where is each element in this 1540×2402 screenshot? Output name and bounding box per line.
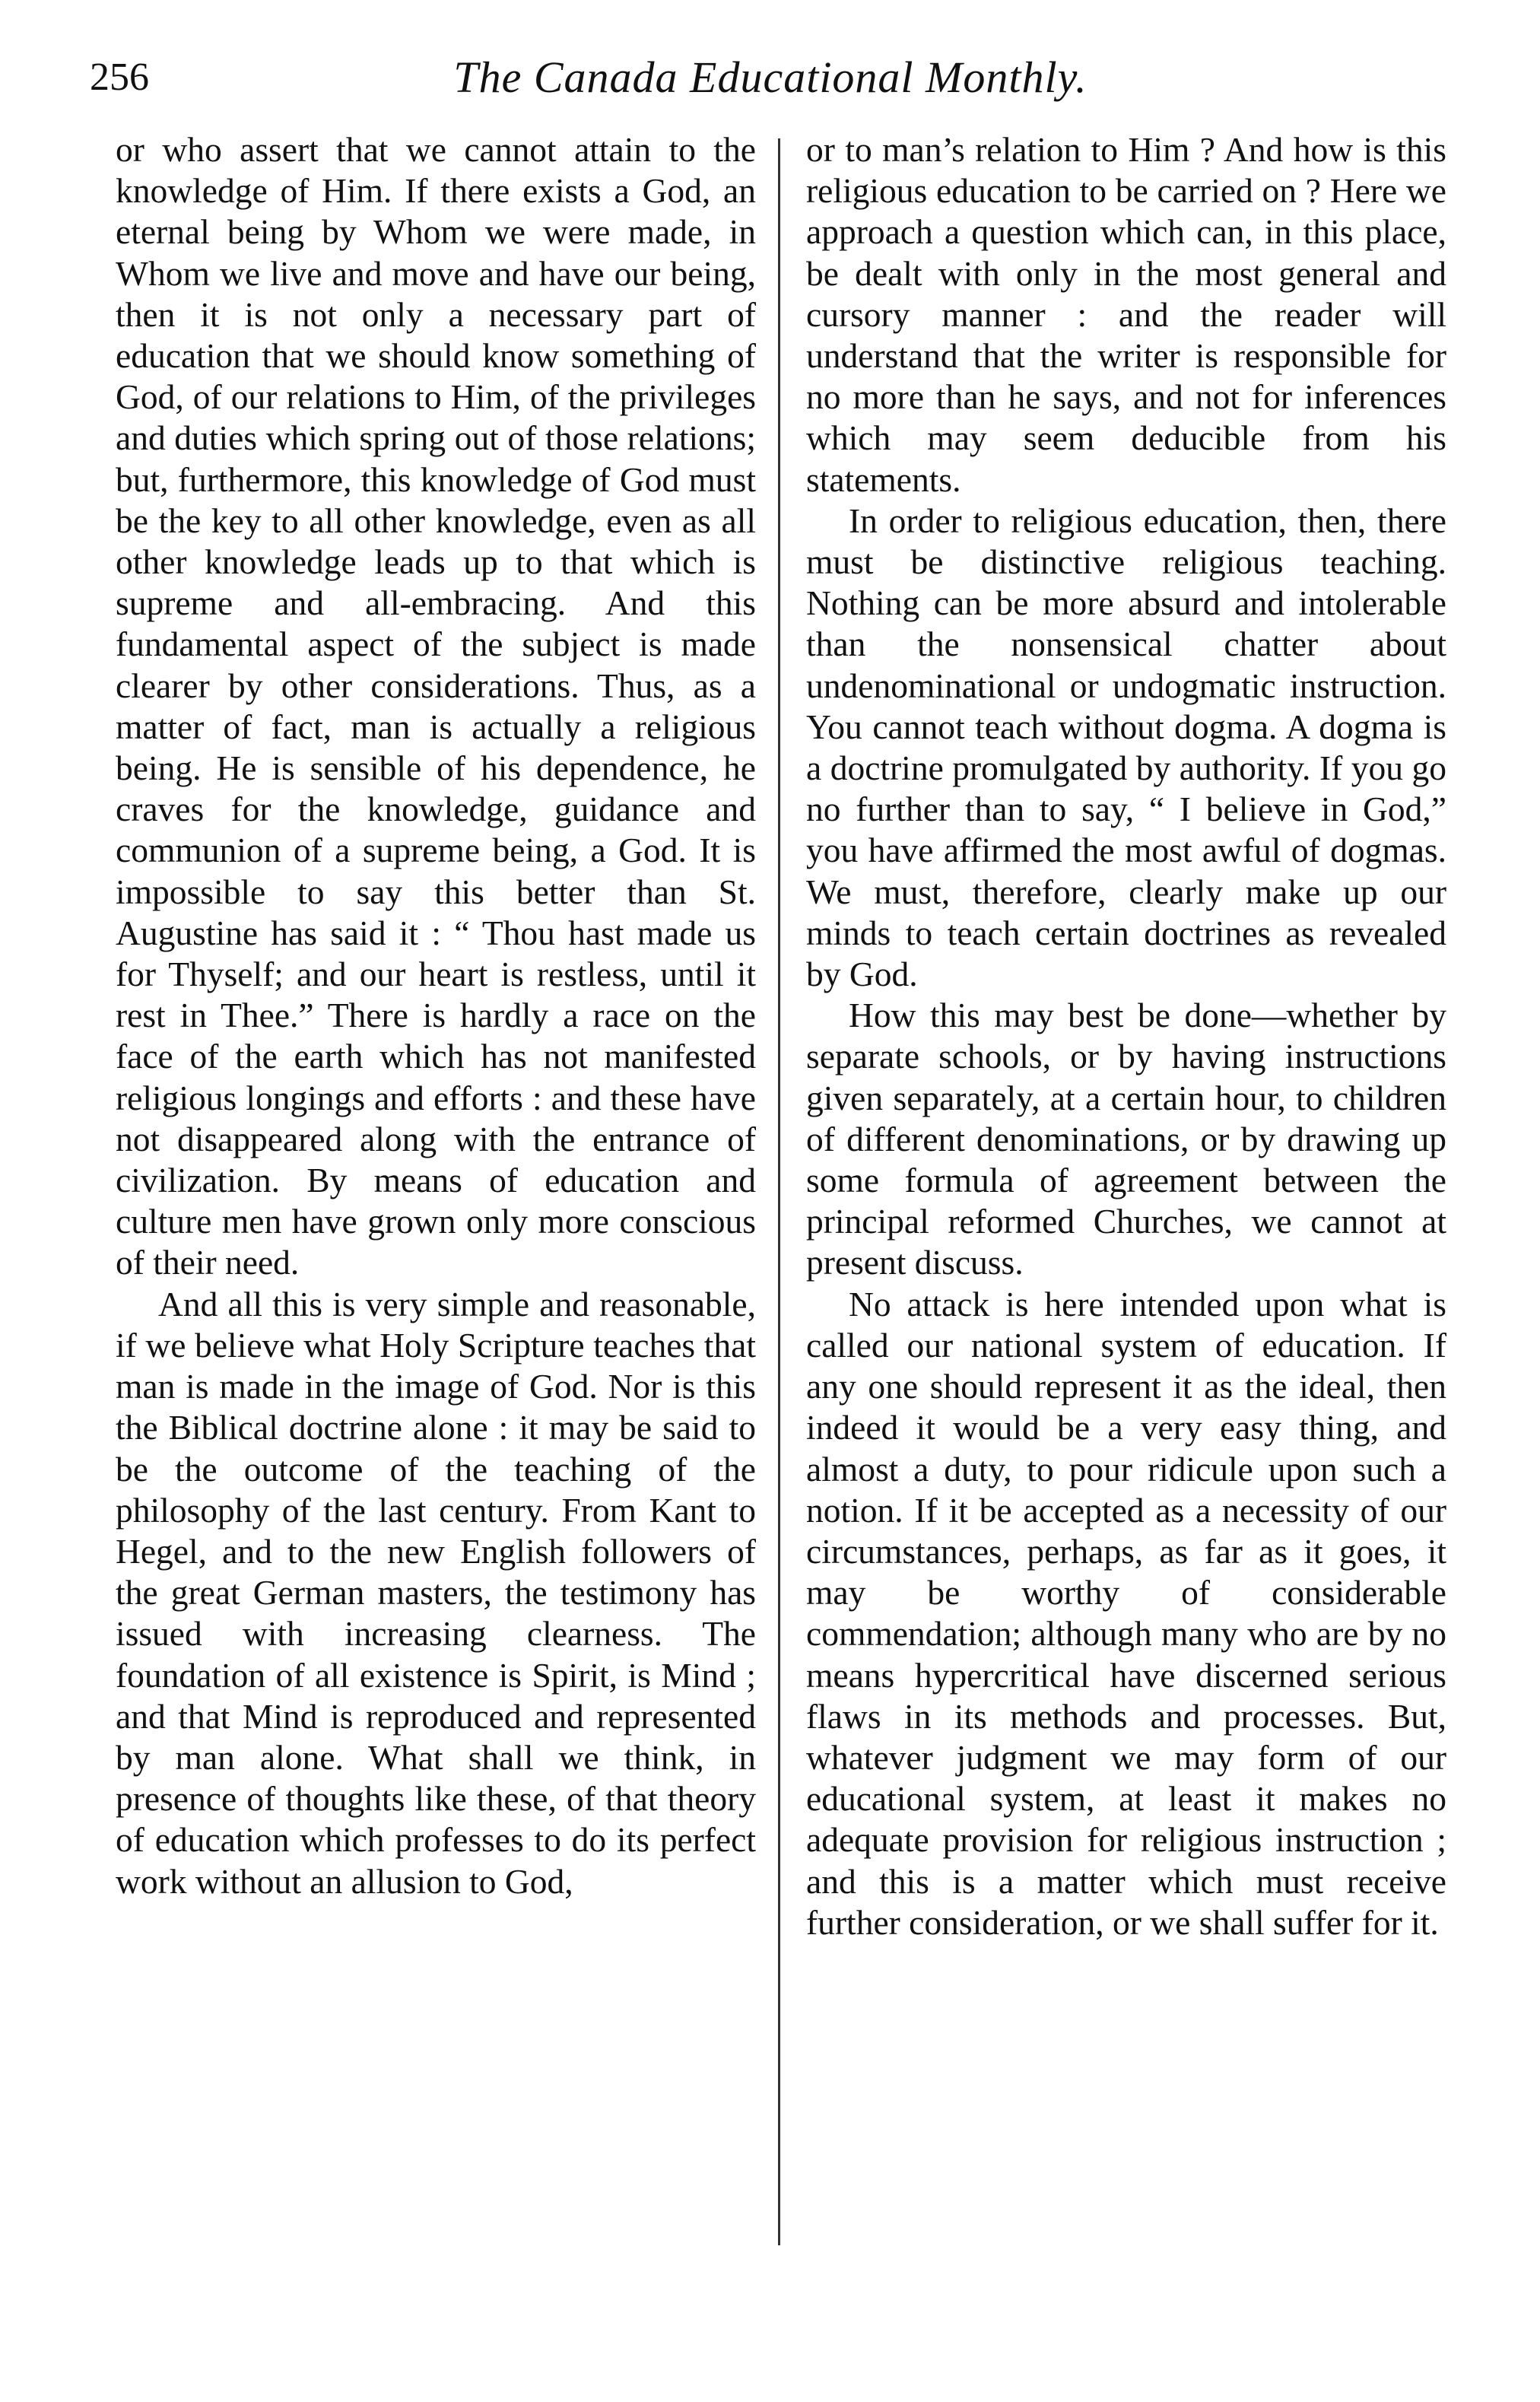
page-number: 256 <box>90 56 149 99</box>
right-paragraph-2: In order to religious education, then, there must be distinctive religious teaching. Nothing can be more absurd and intolerable than the nonsensical chatter about undenominational or undogmatic instruction. You cannot teach without dogma. A dogma is a doctrine promulgated by authority. If you go no further than to say, “ I believe in God,” you have affirmed the most awful of dogmas. We must, therefore, clearly make up our minds to teach certain doctrines as revealed by God. <box>806 500 1446 994</box>
left-column <box>116 129 756 1902</box>
running-head <box>90 47 1451 108</box>
right-column <box>806 129 1446 1943</box>
right-paragraph-3: How this may best be done—whether by separate schools, or by having instructions given separately, at a certain hour, to children of different denominations, or by drawing up some formula of agreement between the principal reformed Churches, we cannot at present discuss. <box>806 996 1446 1282</box>
column-divider <box>778 138 780 2245</box>
left-paragraph-1: or who assert that we cannot attain to the knowledge of Him. If there exists a God, an eternal being by Whom we were made, in Whom we live and move and have our being, then it is not only a necessary part of education that we should know something of God, of our relations to Him, of the privileges and duties which spring out of those relations; but, furthermore, this knowledge of God must be the key to all other knowledge, even as all other knowledge leads up to that which is supreme and all-embracing. And this fundamental aspect of the subject is made clearer by other considerations. Thus, as a matter of fact, man is actually a religious being. He is sensible of his dependence, he craves for the knowledge, guidance and communion of a supreme being, a God. It is impossible to say this better than St. Augustine has said it : “ Thou hast made us for Thyself; and our heart is restless, until it rest in Thee.” There is hardly a race on the face of the earth which has not manifested religious longings and efforts : and these have not disappeared along with the entrance of civilization. By means of education and culture men have grown only more conscious of their need. <box>116 130 756 1282</box>
right-paragraph-4: No attack is here intended upon what is called our national system of education. If any one should represent it as the ideal, then indeed it would be a very easy thing, and almost a duty, to pour ridicule upon such a notion. If it be accepted as a necessity of our circumstances, perhaps, as far as it goes, it may be worthy of considerable commendation; although many who are by no means hypercritical have discerned serious flaws in its methods and processes. But, whatever judgment we may form of our educational system, at least it makes no adequate provision for religious instruction ; and this is a matter which must receive further consideration, or we shall suffer for it. <box>806 1284 1446 1942</box>
left-paragraph-2: And all this is very simple and reasonable, if we believe what Holy Scripture teaches that man is made in the image of God. Nor is this the Biblical doctrine alone : it may be said to be the outcome of the teaching of the philosophy of the last century. From Kant to Hegel, and to the new English followers of the great German masters, the testimony has issued with increasing clearness. The foundation of all existence is Spirit, is Mind ; and that Mind is reproduced and represented by man alone. What shall we think, in presence of thoughts like these, of that theory of education which professes to do its perfect work without an allusion to God, <box>116 1284 756 1901</box>
right-paragraph-1: or to man’s relation to Him ? And how is this religious education to be carried on ? Here we approach a question which can, in this place, be dealt with only in the most general and cursory manner : and the reader will understand that the writer is responsible for no more than he says, and not for inferences which may seem deducible from his statements. <box>806 130 1446 499</box>
journal-title: The Canada Educational Monthly. <box>453 52 1088 102</box>
